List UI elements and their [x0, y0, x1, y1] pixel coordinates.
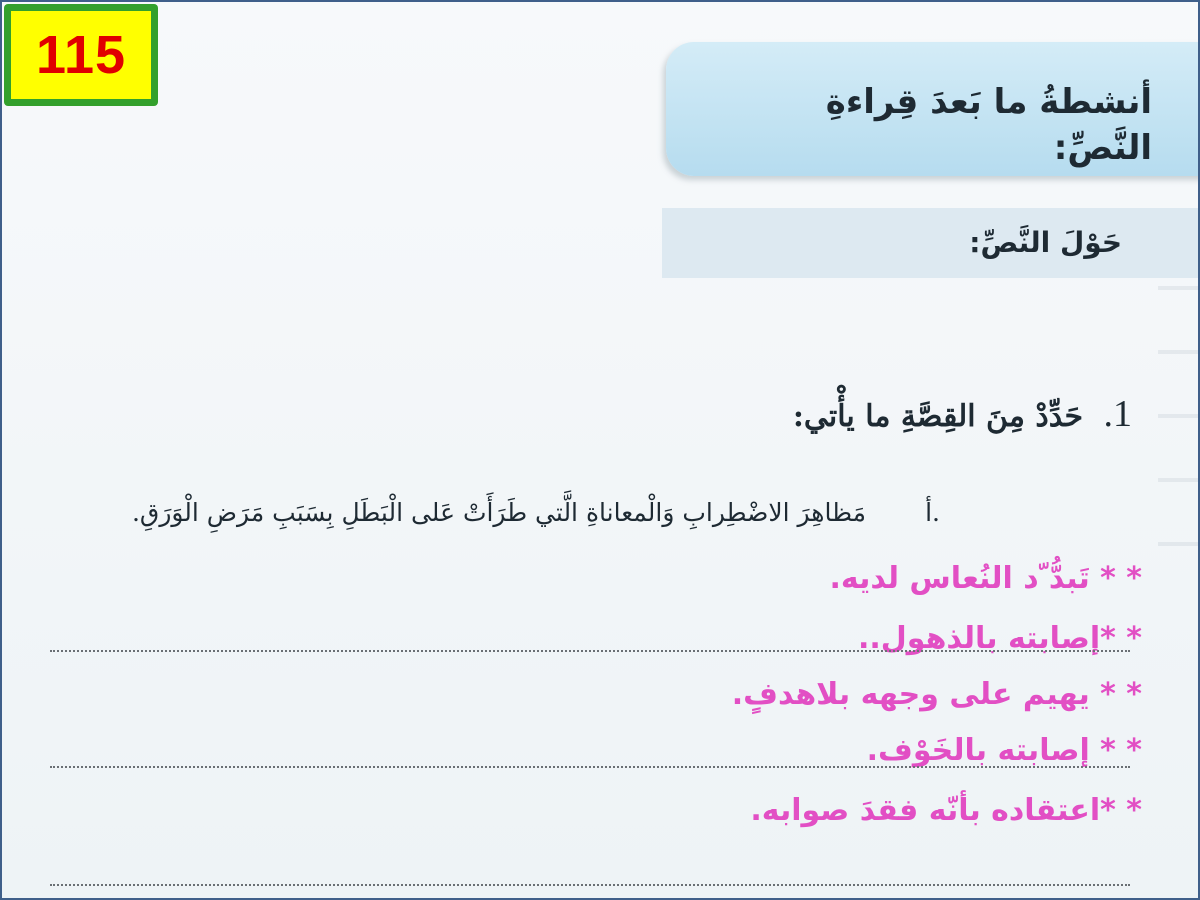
- answer-line-2: * *إصابته بالذهول..: [857, 621, 1142, 656]
- question-number: 1.: [1103, 393, 1132, 435]
- answer-line-1: * * تَبدُّ ّد النُعاس لديه.: [829, 561, 1142, 596]
- writing-line-3: [50, 884, 1130, 886]
- item-letter: أ.: [925, 498, 940, 527]
- answer-line-5: * *اعتقاده بأنّه فقدَ صوابه.: [750, 793, 1142, 828]
- writing-line-2: [50, 766, 1130, 768]
- section-subtitle: حَوْلَ النَّصِّ:: [969, 226, 1122, 259]
- question-text: حَدِّدْ مِنَ القِصَّةِ ما يأْتي:: [792, 399, 1084, 434]
- page-number-badge: [4, 4, 158, 106]
- writing-line-1: [50, 650, 1130, 652]
- page-number: 115: [11, 11, 151, 99]
- page-title: أنشطةُ ما بَعدَ قِراءةِ النَّصِّ:: [825, 82, 1152, 168]
- answer-line-4: * * إصابته بالخَوْف.: [866, 733, 1142, 768]
- question-1: [732, 388, 1132, 441]
- answer-line-3: * * يهيم على وجهه بلاهدفٍ.: [731, 677, 1142, 712]
- item-text: مَظاهِرَ الاضْطِرابِ وَالْمعاناةِ الَّتي طَرَأَتْ عَلى الْبَطَلِ بِسَبَبِ مَرَضِ الْوَرَقِ.: [131, 498, 866, 527]
